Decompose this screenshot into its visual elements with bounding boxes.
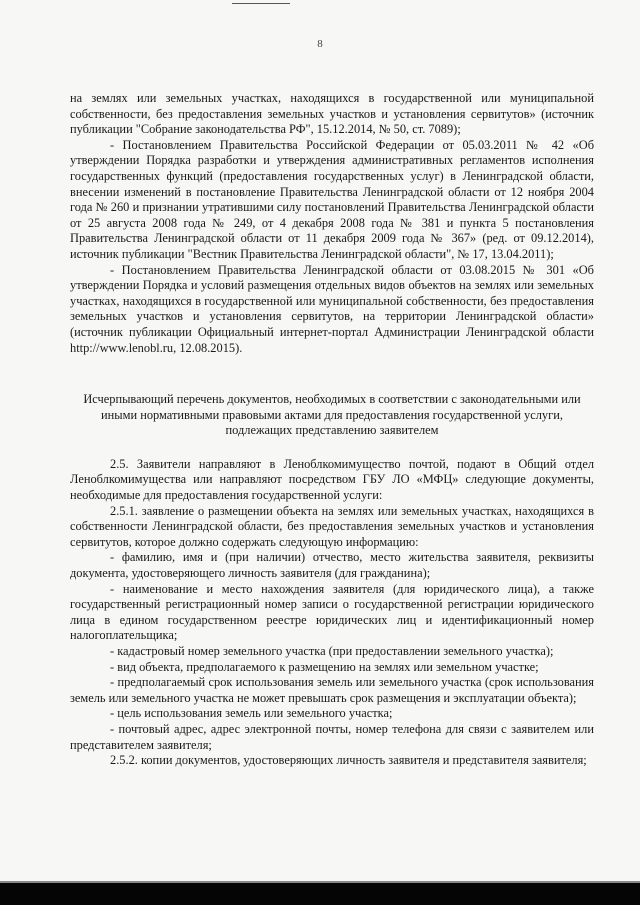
list-item: - наименование и место нахождения заявителя (для юридического лица), а также государственный регистрационный номер записи о государственной регистрации юридического лица в едином государственном реестре юридических лиц и идентификационный номер налогоплательщика; — [70, 581, 594, 643]
list-item: - вид объекта, предполагаемого к размещению на землях или земельном участке; — [110, 659, 539, 674]
list-item: - предполагаемый срок использования земель или земельного участка (срок использования земель или земельного участка не может превышать срок размещения и эксплуатации объекта); — [70, 675, 594, 705]
list-item: - почтовый адрес, адрес электронной почты, номер телефона для связи с заявителем или представителем заявителя; — [70, 721, 594, 752]
top-scan-line — [232, 3, 290, 4]
paragraph: на землях или земельных участках, находящихся в государственной или муниципальной собственности, без предоставления земельных участков и установления сервитутов» (источник публикации "Собрание законодательства РФ", 15.12.2014, № 50, ст. 7089); — [70, 91, 594, 137]
section-heading: Исчерпывающий перечень документов, необходимых в соответствии с законодательными или иными нормативными правовыми актами для предоставления государственной услуги, подлежащих представлению заявителем — [83, 392, 581, 438]
document-body — [70, 91, 594, 769]
list-item: - фамилию, имя и (при наличии) отчество, место жительства заявителя, реквизиты документа, удостоверяющего личность заявителя (для гражданина); — [70, 550, 594, 581]
paragraph: 2.5.2. копии документов, удостоверяющих личность заявителя и представителя заявителя; — [110, 753, 587, 768]
list-item: - цель использования земель или земельного участка; — [110, 706, 393, 721]
paragraph: 2.5. Заявители направляют в Леноблкомимущество почтой, подают в Общий отдел Леноблкомимущества или направляют посредством ГБУ ЛО «МФЦ» следующие документы, необходимые для предоставления государственной услуги: — [70, 456, 594, 503]
page-number: 8 — [317, 38, 323, 50]
paragraph: - Постановлением Правительства Ленинградской области от 03.08.2015 № 301 «Об утверждении Порядка и условий размещения отдельных видов объектов на землях или земельных участках, находящихся в государственной или муниципальной собственности, без предоставления земельных участков и установления сервитутов, на территории Ленинградской области» (источник публикации Официальный интернет-портал Администрации Ленинградской области http://www.lenobl.ru, 12.08.2015). — [70, 262, 594, 355]
list-item: - кадастровый номер земельного участка (при предоставлении земельного участка); — [110, 644, 554, 658]
paragraph: 2.5.1. заявление о размещении объекта на землях или земельных участках, находящихся в собственности Ленинградской области, без предоставления земельных участков и установления сервитутов, которое должно содержать следующую информацию: — [70, 503, 594, 549]
scan-edge-bar — [0, 883, 640, 905]
paragraph: - Постановлением Правительства Российской Федерации от 05.03.2011 № 42 «Об утверждении Порядка разработки и утверждения административных регламентов исполнения государственных функций (предоставления государственных услуг) в Ленинградской области, внесении изменений в постановление Правительства Ленинградской области от 12 ноября 2004 года № 260 и признании утратившими силу постановлений Правительства Ленинградской области от 25 августа 2008 года № 249, от 4 декабря 2008 года № 381 и пункта 5 постановления Правительства Ленинградской области от 11 декабря 2009 года № 367» (ред. от 09.12.2014), источник публикации "Вестник Правительства Ленинградской области", № 17, 13.04.2011); — [70, 137, 594, 261]
